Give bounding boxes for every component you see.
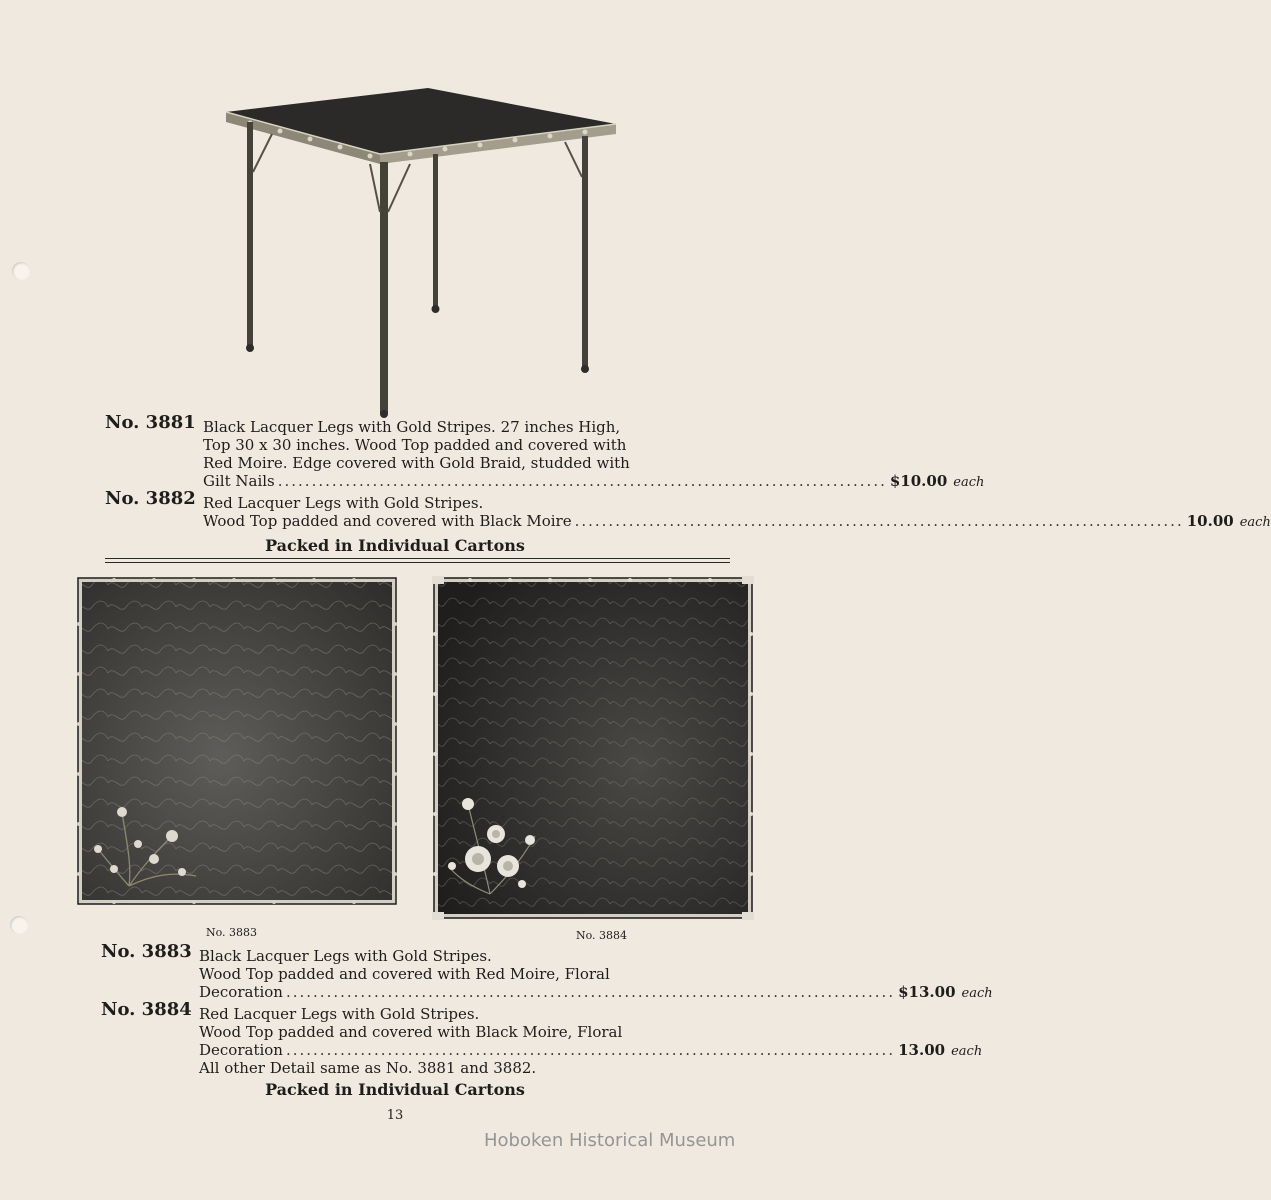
leader-text: Wood Top padded and covered with Black Moire — [203, 512, 572, 530]
item-description — [199, 947, 993, 1001]
watermark: Hoboken Historical Museum — [484, 1130, 736, 1151]
price-unit: each — [1239, 515, 1271, 530]
item-number: No. 3883 — [101, 941, 192, 962]
description-line: Wood Top padded and covered with Black Moire, Floral — [199, 1023, 623, 1041]
leader-text: Decoration — [199, 1041, 283, 1059]
leader-text: Decoration — [199, 983, 283, 1001]
price-unit: each — [951, 1044, 983, 1059]
dot-leader: .......................................................................................... — [277, 472, 887, 490]
item-description — [199, 1005, 983, 1077]
item-description — [203, 494, 1271, 530]
price-line — [203, 472, 985, 490]
item-description — [203, 418, 985, 490]
binder-hole-bottom — [10, 916, 28, 934]
item-price: 10.00 — [1186, 512, 1234, 530]
price-unit: each — [953, 475, 985, 490]
dot-leader: .......................................................................................... — [285, 1041, 896, 1059]
description-line: All other Detail same as No. 3881 and 3882. — [199, 1059, 537, 1077]
item-price: $10.00 — [889, 472, 948, 490]
dot-leader: .......................................................................................... — [285, 983, 896, 1001]
divider-line — [105, 562, 730, 563]
item-number: No. 3881 — [105, 412, 196, 433]
description-line: Wood Top padded and covered with Red Moire, Floral — [199, 965, 610, 983]
table-top-3883-image — [74, 574, 400, 908]
description-line: Red Moire. Edge covered with Gold Braid, studded with — [203, 454, 630, 472]
dot-leader: .......................................................................................... — [574, 512, 1184, 530]
price-unit: each — [961, 986, 993, 1001]
item-number: No. 3882 — [105, 488, 196, 509]
description-line: Black Lacquer Legs with Gold Stripes. — [199, 947, 492, 965]
description-line: Top 30 x 30 inches. Wood Top padded and covered with — [203, 436, 627, 454]
figure-caption-3884: No. 3884 — [576, 929, 628, 942]
description-line: Black Lacquer Legs with Gold Stripes. 27 inches High, — [203, 418, 621, 436]
figure-caption-3883: No. 3883 — [206, 926, 258, 939]
price-line — [203, 512, 1271, 530]
divider-line — [105, 558, 730, 559]
item-number: No. 3884 — [101, 999, 192, 1020]
price-line — [199, 1041, 983, 1059]
binder-hole-top — [12, 262, 30, 280]
item-price: 13.00 — [898, 1041, 946, 1059]
description-line: Red Lacquer Legs with Gold Stripes. — [203, 494, 484, 512]
page-number: 13 — [386, 1108, 404, 1123]
table-top-3884-image — [430, 574, 756, 922]
leader-text: Gilt Nails — [203, 472, 275, 490]
price-line — [199, 983, 993, 1001]
description-line: Red Lacquer Legs with Gold Stripes. — [199, 1005, 480, 1023]
packed-notice: Packed in Individual Cartons — [265, 1080, 525, 1099]
card-table-image — [220, 82, 625, 422]
item-price: $13.00 — [898, 983, 956, 1001]
packed-notice: Packed in Individual Cartons — [265, 536, 525, 555]
